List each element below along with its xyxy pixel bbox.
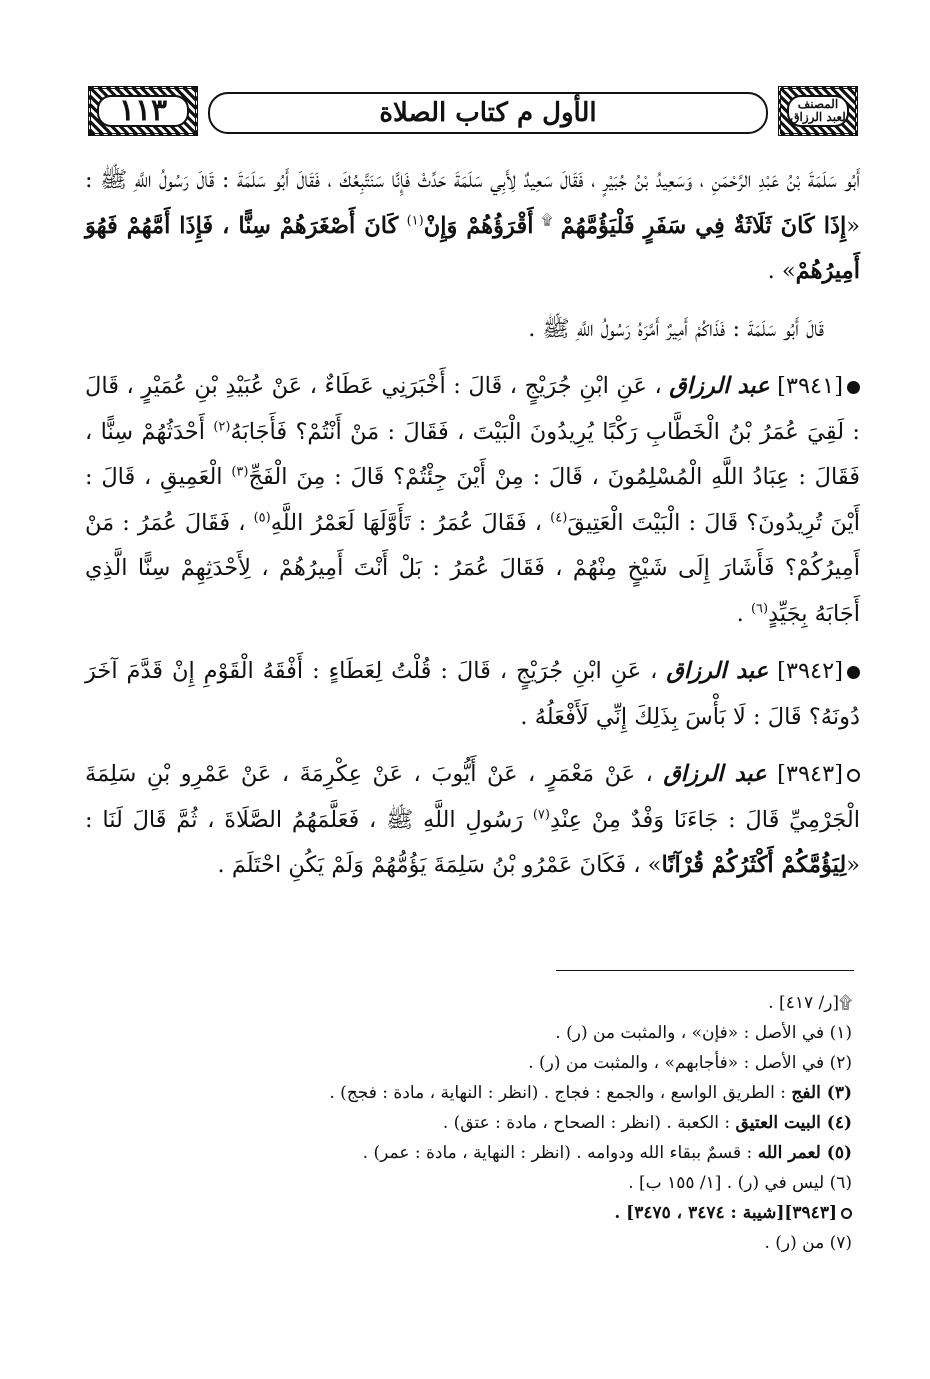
footnote-1: (١) في الأصل : «فإن» ، والمثبت من (ر) . [555,1023,852,1043]
footnote-3: (٣) الفج : الطريق الواسع ، والجمع : فجاج . (انظر : النهاية ، مادة : فجج) . [329,1083,852,1103]
bullet-icon [847,666,860,679]
book-name-frame [778,86,858,136]
footnote-ref[interactable]: (٢) [213,419,231,434]
hadith-number: [٣٩٤٢] [777,658,843,684]
main-text [85,158,860,889]
footnote-2: (٢) في الأصل : «فأجابهم» ، والمثبت من (ر) . [528,1053,852,1073]
page-header [88,86,858,136]
ring-marker-icon [841,1208,852,1219]
paragraph-continuation: أَبُو سَلَمَةَ بْنُ عَبْدِ الرَّحْمَنِ ، وَسَعِيدُ بْنُ جُبَيْرٍ ، فَقَالَ سَعِيدٌ لِأَبِي سَلَمَةَ حَدِّثْ فَإِنَّا سَنَتَّبِعُكَ ، فَقَالَ أَبُو سَلَمَةَ : قَالَ رَسُولُ اللَّهِ ﷺ : «إِذَا كَانَ ثَلَاثَةٌ فِي سَفَرٍ فَلْيَؤُمَّهُمْ ۩ أَقْرَؤُهُمْ وَإِنْ$^{(١)}$ كَانَ أَصْغَرَهُمْ سِنًّا ، فَإِذَا أَمَّهُمْ فَهُوَ أَمِيرُهُمْ» . [85,167,860,284]
author-name: عبد الرزاق [669,373,770,399]
hadith-3941: [٣٩٤١] عبد الرزاق ، عَنِ ابْنِ جُرَيْجٍ ، قَالَ : أَخْبَرَنِي عَطَاءٌ ، عَنْ عُبَيْدِ بْنِ عُمَيْرٍ ، قَالَ : لَقِيَ عُمَرُ بْنُ الْخَطَّابِ رَكْبًا يُرِيدُونَ الْبَيْتَ ، فَقَالَ : مَنْ أَنْتُمْ؟ فَأَجَابَهُ$^{(٢)}$ أَحْدَثُهُمْ سِنًّا ، فَقَالَ : عِبَادُ اللَّهِ الْمُسْلِمُونَ ، قَالَ : مِنْ أَيْنَ جِئْتُمْ؟ قَالَ : مِنَ الْفَجِّ$^{(٣)}$ الْعَمِيقِ ، قَالَ : أَيْنَ تُرِيدُونَ؟ قَالَ : الْبَيْتَ الْعَتِيقَ$^{(٤)}$ ، فَقَالَ عُمَرُ : تَأَوَّلَهَا لَعَمْرُ اللَّهِ$^{(٥)}$ ، فَقَالَ عُمَرُ : مَنْ أَمِيرُكُمْ؟ فَأَشَارَ إِلَى شَيْخٍ مِنْهُمْ ، فَقَالَ عُمَرُ : بَلْ أَنْتَ أَمِيرُهُمْ ، لِأَحْدَثِهِمْ سِنًّا الَّذِي أَجَابَهُ بِجَيِّدٍ$^{(٦)}$ . [85,373,861,627]
footnote-6: (٦) ليس في (ر) . [١/ ١٥٥ ب] . [628,1173,852,1193]
hadith-number: [٣٩٤٣] [777,761,843,787]
bullet-icon [847,381,860,394]
hadith-3942: [٣٩٤٢] عبد الرزاق ، عَنِ ابْنِ جُرَيْجٍ ، قَالَ : قُلْتُ لِعَطَاءٍ : أَفْقَهُ الْقَوْمِ إِنْ قَدَّمَ آخَرَ دُونَهُ؟ قَالَ : لَا بَأْسَ بِذَلِكَ إِنِّي لَأَفْعَلُهُ . [85,658,860,730]
page-number: ١١٣ [118,93,168,128]
author-name: عبد الرزاق [663,761,767,787]
footnote-ref[interactable]: (٤) [550,510,568,525]
footnote-ref[interactable]: (٦) [750,601,769,616]
cross-reference-mark: ۩ [541,212,553,228]
running-title-frame [208,92,768,134]
cross-reference-mark: ۩ [839,993,852,1013]
footnote-ref[interactable]: (٧) [532,807,550,822]
page-number-frame [88,86,198,136]
footnote-ref[interactable]: (٣) [231,464,249,480]
running-title: الأول م كتاب الصلاة [379,98,597,128]
footnote-source: [٣٩٤٣][شيبة : ٣٤٧٤ ، ٣٤٧٥] . [85,1198,860,1228]
footnote-7: (٧) من (ر) . [764,1233,852,1253]
book-name: المصنف لعبد الرزاق [790,97,846,124]
ring-marker-icon [847,769,860,782]
footnotes [85,988,860,1258]
author-name: عبد الرزاق [666,658,769,684]
footnote-5: (٥) لعمر الله : قسمٌ ببقاء الله ودوامه . (انظر : النهاية ، مادة : عمر) . [362,1143,852,1163]
footnote-4: (٤) البيت العتيق : الكعبة . (انظر : الصحاح ، مادة : عتق) . [442,1113,852,1133]
footnote-divider [556,970,854,971]
footnote-ref[interactable]: (١) [406,213,424,228]
hadith-3943: [٣٩٤٣] عبد الرزاق ، عَنْ مَعْمَرٍ ، عَنْ أَيُّوبَ ، عَنْ عِكْرِمَةَ ، عَنْ عَمْرِو بْنِ سَلِمَةَ الْجَرْمِيِّ قَالَ : جَاءَنَا وَفْدٌ مِنْ عِنْدِ$^{(٧)}$ رَسُولِ اللَّهِ ﷺ ، فَعَلَّمَهُمُ الصَّلَاةَ ، ثُمَّ قَالَ لَنَا : «لِيَؤُمَّكُمْ أَكْثَرُكُمْ قُرْآنًا» ، فَكَانَ عَمْرُو بْنُ سَلِمَةَ يَؤُمُّهُمْ وَلَمْ يَكُنِ احْتَلَمَ . [85,761,860,878]
footnote-0: ۩[ر/ ٤١٧] . [768,993,852,1013]
paragraph-abu-salama: قَالَ أَبُو سَلَمَةَ : فَذَاكُمْ أَمِيرٌ أَمَّرَهُ رَسُولُ اللَّهِ ﷺ . [528,315,824,342]
hadith-number: [٣٩٤١] [777,373,844,399]
footnote-ref[interactable]: (٥) [253,510,271,525]
